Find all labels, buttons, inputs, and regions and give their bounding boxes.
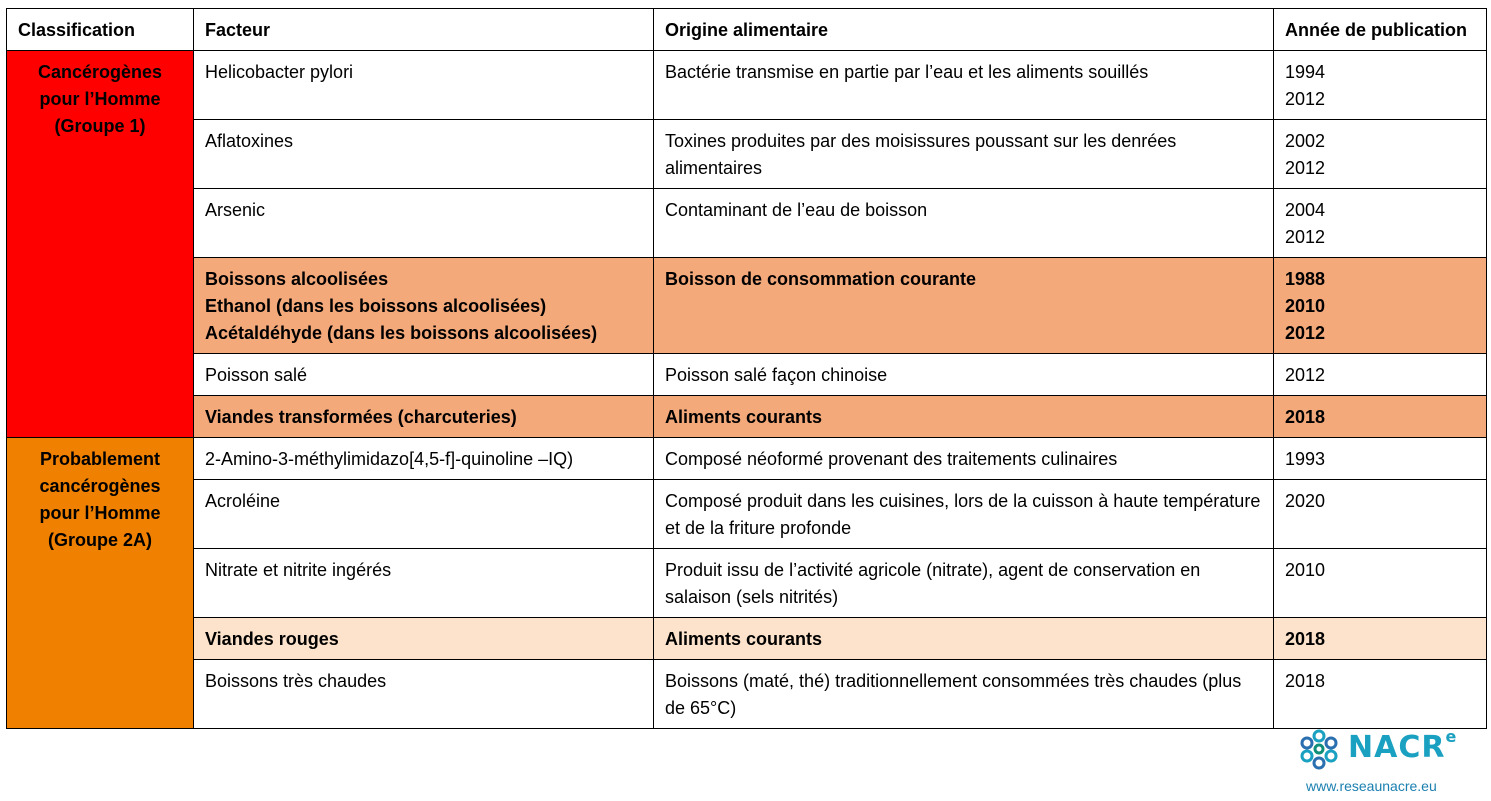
facteur-line: Acroléine xyxy=(205,491,281,511)
facteur-cell xyxy=(194,396,654,438)
origine-cell: Produit issu de l’activité agricole (nitrate), agent de conservation en salaison (sels nitrités) xyxy=(654,549,1274,618)
facteur-line: Viandes transformées (charcuteries) xyxy=(205,407,517,427)
origine-cell: Composé produit dans les cuisines, lors de la cuisson à haute température et de la friture profonde xyxy=(654,480,1274,549)
table-row xyxy=(7,396,1487,438)
facteur-line: Poisson salé xyxy=(205,365,308,385)
nacre-url: www.reseaunacre.eu xyxy=(1306,778,1437,794)
header-facteur: Facteur xyxy=(194,9,654,51)
origine-cell: Aliments courants xyxy=(654,396,1274,438)
facteur-cell xyxy=(194,660,654,729)
facteur-line: Helicobacter pylori xyxy=(205,62,354,82)
nacre-wordmark: NACR$^e$ xyxy=(1348,727,1458,765)
annee-line: 1993 xyxy=(1285,449,1326,469)
facteur-cell xyxy=(194,51,654,120)
table-row xyxy=(7,618,1487,660)
facteur-cell xyxy=(194,354,654,396)
annee-cell xyxy=(1274,480,1487,549)
origine-cell: Contaminant de l’eau de boisson xyxy=(654,189,1274,258)
annee-line: 2018 xyxy=(1285,629,1326,649)
facteur-cell xyxy=(194,618,654,660)
header-annee: Année de publication xyxy=(1274,9,1487,51)
facteur-line: 2-Amino-3-méthylimidazo[4,5-f]-quinoline –IQ) xyxy=(205,449,574,469)
facteur-line: Viandes rouges xyxy=(205,629,339,649)
origine-cell: Bactérie transmise en partie par l’eau et les aliments souillés xyxy=(654,51,1274,120)
annee-cell xyxy=(1274,618,1487,660)
table-header-row xyxy=(7,9,1487,51)
facteur-cell xyxy=(194,480,654,549)
annee-cell xyxy=(1274,438,1487,480)
facteur-cell xyxy=(194,120,654,189)
annee-cell xyxy=(1274,549,1487,618)
annee-line: 2010 xyxy=(1285,296,1326,316)
facteur-line: Aflatoxines xyxy=(205,131,294,151)
annee-line: 2012 xyxy=(1285,323,1326,343)
facteur-line: Boissons très chaudes xyxy=(205,671,387,691)
origine-cell: Boissons (maté, thé) traditionnellement consommées très chaudes (plus de 65°C) xyxy=(654,660,1274,729)
origine-cell: Poisson salé façon chinoise xyxy=(654,354,1274,396)
facteur-line: Acétaldéhyde (dans les boissons alcoolisées) xyxy=(205,323,598,343)
classification-cell: Cancérogènes pour l’Homme (Groupe 1) xyxy=(7,51,194,438)
annee-line: 2018 xyxy=(1285,407,1326,427)
annee-line: 2010 xyxy=(1285,560,1326,580)
origine-cell: Toxines produites par des moisissures poussant sur les denrées alimentaires xyxy=(654,120,1274,189)
table-row xyxy=(7,660,1487,729)
annee-cell xyxy=(1274,396,1487,438)
origine-cell: Boisson de consommation courante xyxy=(654,258,1274,354)
table-row xyxy=(7,480,1487,549)
facteur-cell xyxy=(194,438,654,480)
annee-cell xyxy=(1274,660,1487,729)
annee-line: 1994 xyxy=(1285,62,1326,82)
annee-line: 2012 xyxy=(1285,365,1326,385)
table-row xyxy=(7,258,1487,354)
annee-line: 2018 xyxy=(1285,671,1326,691)
facteur-line: Ethanol (dans les boissons alcoolisées) xyxy=(205,296,547,316)
annee-line: 2012 xyxy=(1285,89,1326,109)
origine-cell: Composé néoformé provenant des traitements culinaires xyxy=(654,438,1274,480)
facteur-cell xyxy=(194,189,654,258)
annee-line: 2004 xyxy=(1285,200,1326,220)
origine-cell: Aliments courants xyxy=(654,618,1274,660)
annee-cell xyxy=(1274,189,1487,258)
annee-cell xyxy=(1274,120,1487,189)
nacre-flower-icon xyxy=(1298,728,1340,770)
facteur-line: Arsenic xyxy=(205,200,266,220)
annee-line: 2020 xyxy=(1285,491,1326,511)
table-row xyxy=(7,438,1487,480)
header-origine: Origine alimentaire xyxy=(654,9,1274,51)
annee-line: 2012 xyxy=(1285,227,1326,247)
annee-line: 1988 xyxy=(1285,269,1326,289)
facteur-line: Boissons alcoolisées xyxy=(205,269,389,289)
classification-table xyxy=(6,8,1487,729)
table-row xyxy=(7,120,1487,189)
header-classification: Classification xyxy=(7,9,194,51)
facteur-line: Nitrate et nitrite ingérés xyxy=(205,560,392,580)
table-row xyxy=(7,51,1487,120)
annee-cell xyxy=(1274,258,1487,354)
table-row xyxy=(7,189,1487,258)
table-row xyxy=(7,354,1487,396)
classification-cell: Probablement cancérogènes pour l’Homme (Groupe 2A) xyxy=(7,438,194,729)
annee-cell xyxy=(1274,51,1487,120)
facteur-cell xyxy=(194,258,654,354)
facteur-cell xyxy=(194,549,654,618)
nacre-logo xyxy=(1296,726,1486,796)
annee-cell xyxy=(1274,354,1487,396)
table-row xyxy=(7,549,1487,618)
annee-line: 2002 xyxy=(1285,131,1326,151)
annee-line: 2012 xyxy=(1285,158,1326,178)
